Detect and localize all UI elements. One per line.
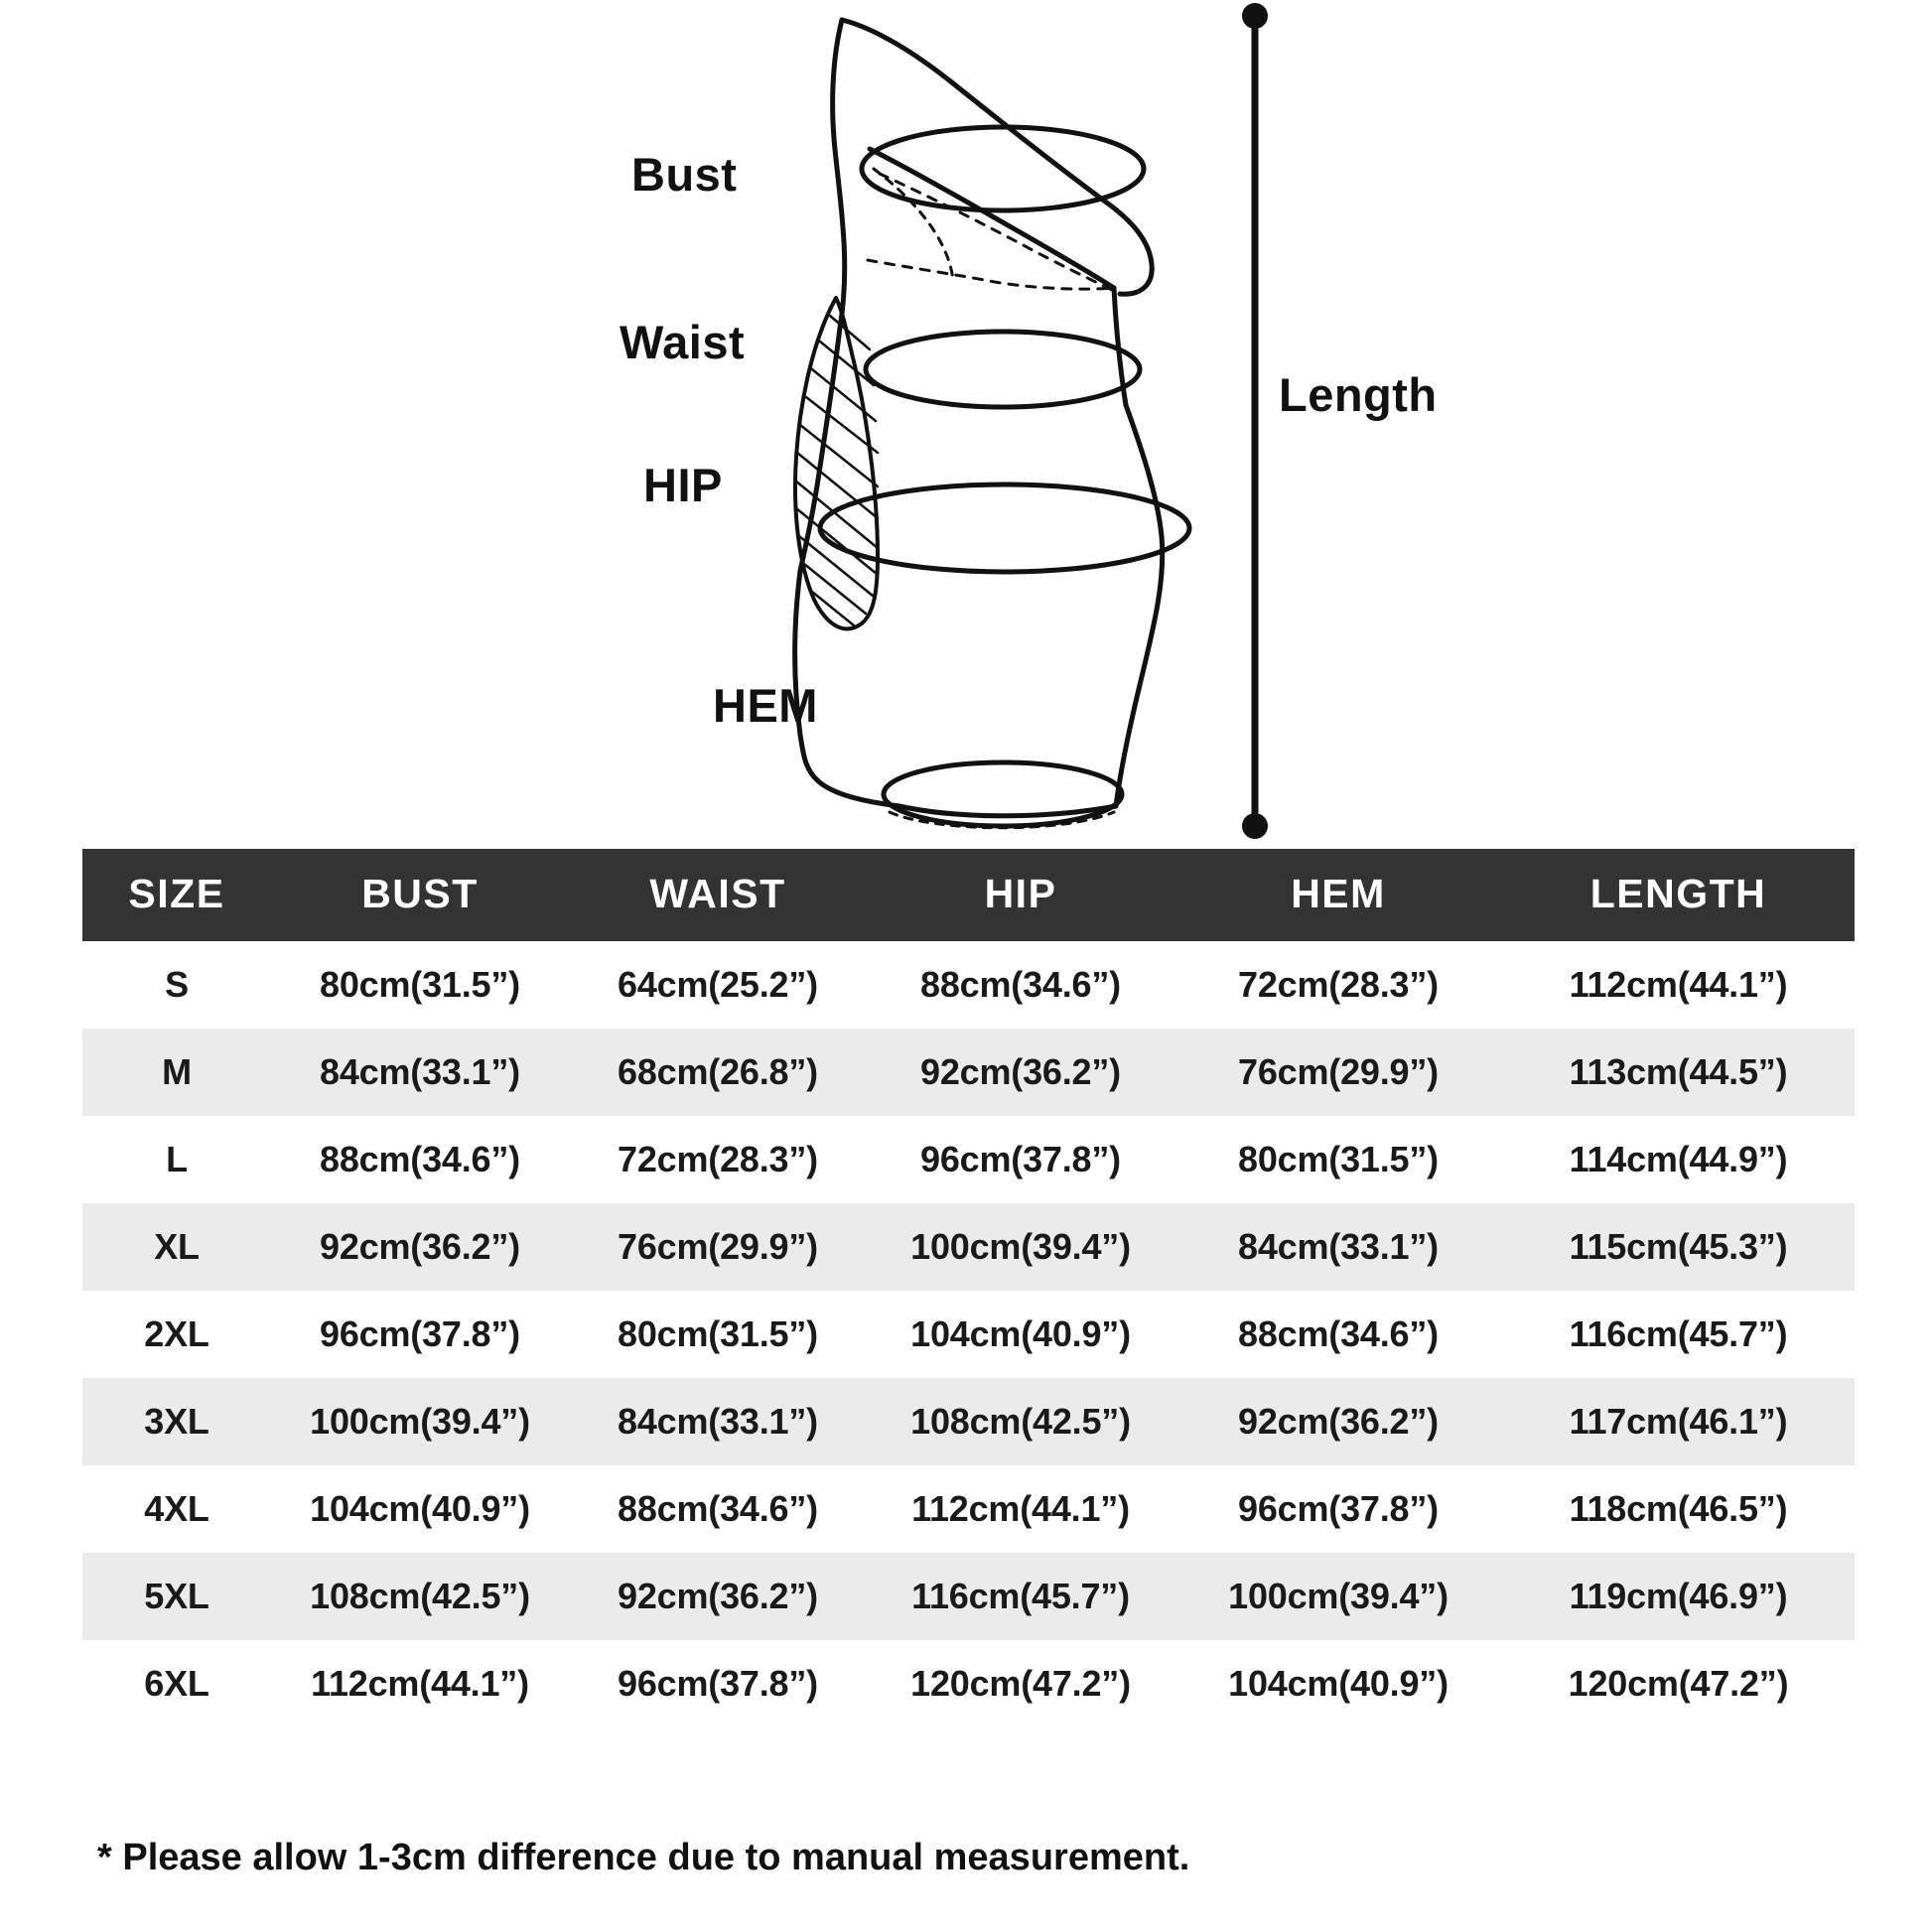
cell-hem: 88cm(34.6”) xyxy=(1174,1291,1502,1378)
cell-size: XL xyxy=(82,1203,271,1291)
cell-waist: 76cm(29.9”) xyxy=(569,1203,867,1291)
column-header-size: SIZE xyxy=(82,849,271,941)
cell-waist: 88cm(34.6”) xyxy=(569,1465,867,1553)
cell-hip: 88cm(34.6”) xyxy=(867,941,1174,1029)
cell-length: 116cm(45.7”) xyxy=(1502,1291,1855,1378)
column-header-hem: HEM xyxy=(1174,849,1502,941)
cell-hip: 96cm(37.8”) xyxy=(867,1116,1174,1203)
cell-size: 6XL xyxy=(82,1640,271,1727)
cell-hip: 116cm(45.7”) xyxy=(867,1553,1174,1640)
cell-size: M xyxy=(82,1029,271,1116)
size-table-body xyxy=(82,941,1855,1727)
cell-waist: 84cm(33.1”) xyxy=(569,1378,867,1465)
cell-waist: 80cm(31.5”) xyxy=(569,1291,867,1378)
cell-hem: 100cm(39.4”) xyxy=(1174,1553,1502,1640)
label-waist: Waist xyxy=(620,316,746,368)
cell-bust: 112cm(44.1”) xyxy=(271,1640,569,1727)
cell-hem: 84cm(33.1”) xyxy=(1174,1203,1502,1291)
table-row xyxy=(82,1203,1855,1291)
table-row xyxy=(82,1465,1855,1553)
label-hip: HIP xyxy=(643,459,723,511)
table-row xyxy=(82,1378,1855,1465)
cell-hip: 104cm(40.9”) xyxy=(867,1291,1174,1378)
cell-size: L xyxy=(82,1116,271,1203)
table-header-row xyxy=(82,849,1855,941)
dress-sleeve-inner xyxy=(880,174,1120,294)
size-table-wrap xyxy=(82,849,1855,1727)
cell-hip: 112cm(44.1”) xyxy=(867,1465,1174,1553)
table-row xyxy=(82,1029,1855,1116)
cell-hem: 72cm(28.3”) xyxy=(1174,941,1502,1029)
column-header-bust: BUST xyxy=(271,849,569,941)
cell-bust: 104cm(40.9”) xyxy=(271,1465,569,1553)
cell-hem: 80cm(31.5”) xyxy=(1174,1116,1502,1203)
column-header-waist: WAIST xyxy=(569,849,867,941)
table-row xyxy=(82,1640,1855,1727)
cell-size: S xyxy=(82,941,271,1029)
table-row xyxy=(82,1553,1855,1640)
cell-hip: 108cm(42.5”) xyxy=(867,1378,1174,1465)
waist-measure-ellipse xyxy=(866,332,1140,407)
cell-bust: 100cm(39.4”) xyxy=(271,1378,569,1465)
cell-hip: 92cm(36.2”) xyxy=(867,1029,1174,1116)
label-bust: Bust xyxy=(631,148,738,201)
cell-waist: 64cm(25.2”) xyxy=(569,941,867,1029)
table-row xyxy=(82,1291,1855,1378)
cell-hem: 92cm(36.2”) xyxy=(1174,1378,1502,1465)
length-arrow-top-dot xyxy=(1242,3,1268,29)
dress-left-edge xyxy=(800,20,845,571)
cell-size: 4XL xyxy=(82,1465,271,1553)
cell-hip: 100cm(39.4”) xyxy=(867,1203,1174,1291)
cell-length: 119cm(46.9”) xyxy=(1502,1553,1855,1640)
cell-size: 2XL xyxy=(82,1291,271,1378)
cell-waist: 72cm(28.3”) xyxy=(569,1116,867,1203)
cell-size: 3XL xyxy=(82,1378,271,1465)
cell-hip: 120cm(47.2”) xyxy=(867,1640,1174,1727)
garment-measurement-diagram xyxy=(0,0,1932,849)
cell-length: 113cm(44.5”) xyxy=(1502,1029,1855,1116)
cell-length: 115cm(45.3”) xyxy=(1502,1203,1855,1291)
cell-length: 120cm(47.2”) xyxy=(1502,1640,1855,1727)
measurement-footnote: * Please allow 1-3cm difference due to manual measurement. xyxy=(97,1837,1190,1878)
cell-bust: 92cm(36.2”) xyxy=(271,1203,569,1291)
column-header-hip: HIP xyxy=(867,849,1174,941)
dress-hem-front xyxy=(899,806,1116,816)
size-table xyxy=(82,849,1855,1727)
cell-length: 117cm(46.1”) xyxy=(1502,1378,1855,1465)
label-length: Length xyxy=(1279,368,1438,421)
dress-right-edge xyxy=(1116,405,1163,806)
size-table-head xyxy=(82,849,1855,941)
cell-size: 5XL xyxy=(82,1553,271,1640)
length-arrow-bottom-dot xyxy=(1242,813,1268,839)
table-row xyxy=(82,1116,1855,1203)
cell-bust: 80cm(31.5”) xyxy=(271,941,569,1029)
column-header-length: LENGTH xyxy=(1502,849,1855,941)
cell-length: 118cm(46.5”) xyxy=(1502,1465,1855,1553)
dress-diagram-svg xyxy=(0,0,1932,849)
table-row xyxy=(82,941,1855,1029)
cell-waist: 92cm(36.2”) xyxy=(569,1553,867,1640)
cell-bust: 88cm(34.6”) xyxy=(271,1116,569,1203)
label-hem: HEM xyxy=(713,679,818,732)
cell-bust: 108cm(42.5”) xyxy=(271,1553,569,1640)
cell-hem: 76cm(29.9”) xyxy=(1174,1029,1502,1116)
cell-hem: 104cm(40.9”) xyxy=(1174,1640,1502,1727)
cell-waist: 68cm(26.8”) xyxy=(569,1029,867,1116)
cell-length: 114cm(44.9”) xyxy=(1502,1116,1855,1203)
cell-length: 112cm(44.1”) xyxy=(1502,941,1855,1029)
cell-bust: 96cm(37.8”) xyxy=(271,1291,569,1378)
cell-waist: 96cm(37.8”) xyxy=(569,1640,867,1727)
cell-bust: 84cm(33.1”) xyxy=(271,1029,569,1116)
cell-hem: 96cm(37.8”) xyxy=(1174,1465,1502,1553)
